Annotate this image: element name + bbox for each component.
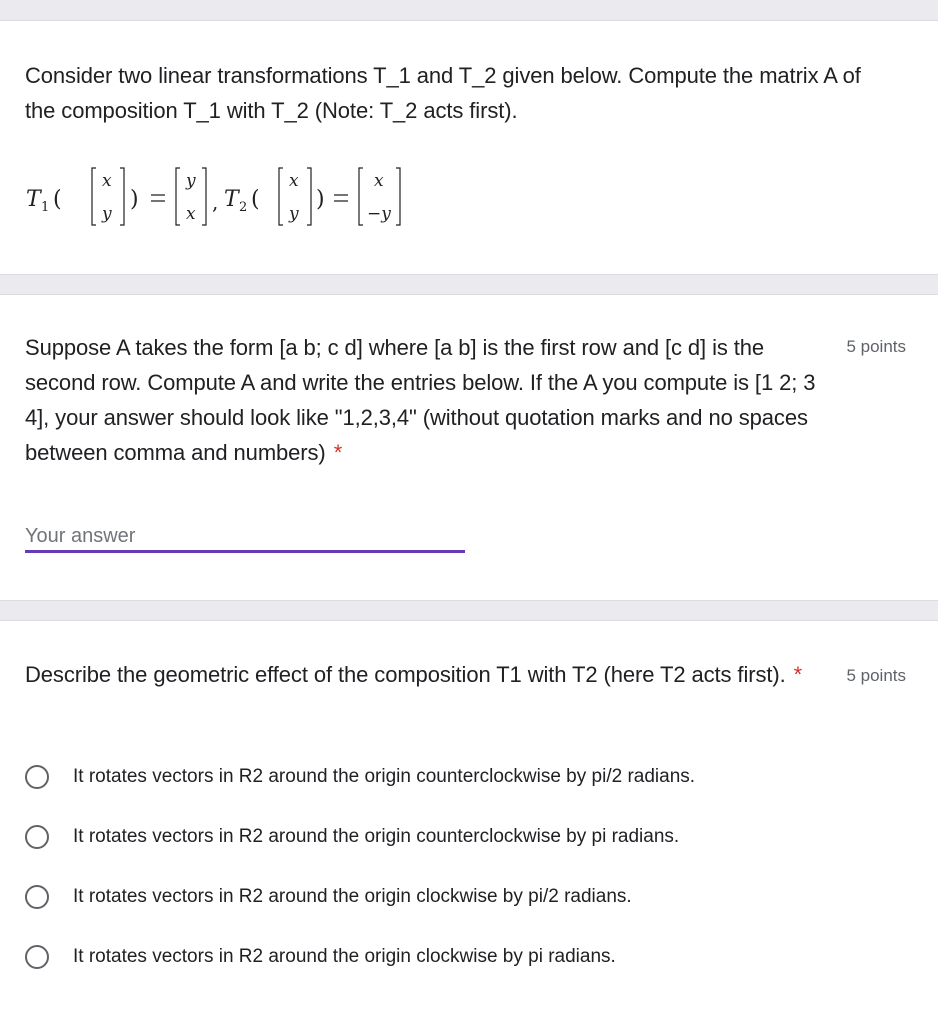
question-3-body: Describe the geometric effect of the composition T1 with T2 (here T2 acts first).	[25, 662, 786, 687]
transformation-formula	[26, 163, 426, 243]
t2-output-neg-y: −y	[367, 204, 391, 224]
radio-option-2[interactable]	[25, 821, 905, 881]
answer-input[interactable]	[25, 520, 465, 552]
t1-input-x: x	[102, 171, 112, 191]
t2-subscript: 2	[239, 200, 248, 215]
t2-input-x: x	[289, 171, 299, 191]
radio-option-label[interactable]: It rotates vectors in R2 around the origin clockwise by pi radians.	[73, 946, 616, 967]
formula-comma: ,	[212, 190, 219, 214]
question-1-text: Consider two linear transformations T_1 and T_2 given below. Compute the matrix A of the composition T_1 with T_2 (Note: T_2 acts first).	[25, 63, 861, 123]
t1-symbol: T	[26, 187, 41, 212]
required-asterisk: *	[333, 440, 343, 465]
question-card-1	[0, 20, 938, 275]
t1-close-paren: )	[130, 187, 139, 212]
radio-option-label[interactable]: It rotates vectors in R2 around the origin clockwise by pi/2 radians.	[73, 886, 632, 907]
t2-close-paren: )	[316, 187, 325, 212]
radio-button-icon[interactable]	[25, 765, 49, 789]
formula-svg	[26, 163, 426, 243]
question-2-body: Suppose A takes the form [a b; c d] where [a b] is the first row and [c d] is the second row. Compute A and write the entries below. If the A you compute is [1 2; 3 4], your answer should look like "1,2,3,4" (without quotation marks and no spaces between comma and numbers)	[25, 335, 816, 465]
answer-field[interactable]	[25, 520, 465, 554]
question-3-text	[25, 657, 825, 692]
t1-input-y: y	[102, 204, 112, 224]
radio-option-3[interactable]	[25, 881, 905, 941]
radio-option-1[interactable]	[25, 761, 905, 821]
question-3-points: 5 points	[846, 666, 906, 685]
t2-symbol: T	[224, 187, 239, 212]
t2-input-y: y	[289, 204, 299, 224]
radio-option-4[interactable]	[25, 941, 905, 1001]
radio-option-label[interactable]: It rotates vectors in R2 around the origin counterclockwise by pi radians.	[73, 826, 680, 847]
question-2-text	[25, 330, 825, 470]
radio-button-icon[interactable]	[25, 885, 49, 909]
question-card-3	[0, 620, 938, 1024]
t1-subscript: 1	[41, 200, 50, 215]
radio-group	[25, 761, 905, 1001]
t2-output-x: x	[374, 171, 384, 191]
radio-option-label[interactable]: It rotates vectors in R2 around the origin counterclockwise by pi/2 radians.	[73, 766, 696, 787]
t1-output-y: y	[186, 171, 196, 191]
question-card-2	[0, 294, 938, 601]
t1-open-paren: (	[53, 187, 62, 212]
radio-button-icon[interactable]	[25, 825, 49, 849]
question-2-points: 5 points	[846, 337, 906, 356]
t2-open-paren: (	[251, 187, 260, 212]
radio-button-icon[interactable]	[25, 945, 49, 969]
required-asterisk: *	[793, 662, 803, 687]
t1-output-x: x	[186, 204, 196, 224]
answer-underline	[25, 550, 465, 553]
